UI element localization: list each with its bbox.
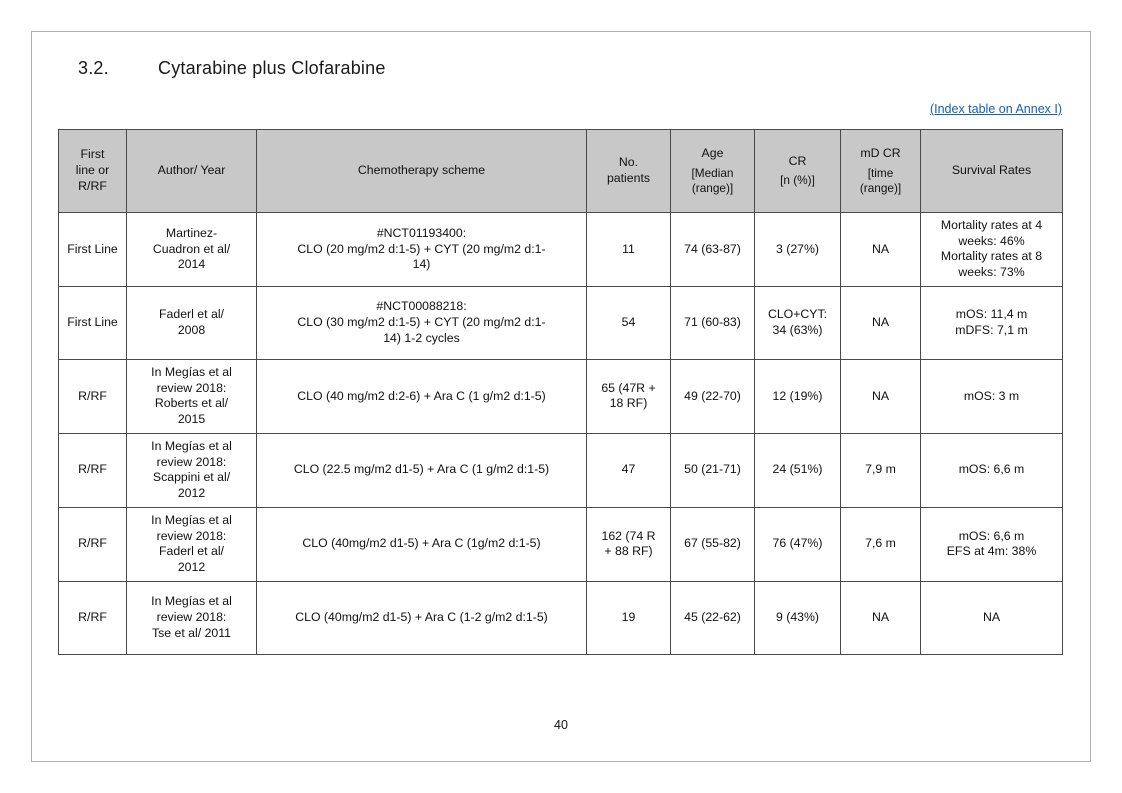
cell-patients: 11 — [587, 213, 671, 287]
cell-scheme: CLO (40 mg/m2 d:2-6) + Ara C (1 g/m2 d:1-5) — [257, 359, 587, 433]
page-title — [78, 58, 386, 79]
cell-survival: mOS: 3 m — [921, 359, 1063, 433]
cell-patients: 162 (74 R + 88 RF) — [587, 507, 671, 581]
cell-age: 49 (22-70) — [671, 359, 755, 433]
section-number: 3.2. — [78, 58, 109, 78]
header-md-cr: mD CR [time (range)] — [841, 130, 921, 213]
cell-survival: NA — [921, 581, 1063, 654]
cell-age: 71 (60-83) — [671, 286, 755, 359]
section-title: Cytarabine plus Clofarabine — [158, 58, 386, 78]
cell-line-type: R/RF — [59, 359, 127, 433]
cell-cr: CLO+CYT: 34 (63%) — [755, 286, 841, 359]
cell-scheme: CLO (40mg/m2 d1-5) + Ara C (1-2 g/m2 d:1-5) — [257, 581, 587, 654]
cell-scheme: CLO (40mg/m2 d1-5) + Ara C (1g/m2 d:1-5) — [257, 507, 587, 581]
chemotherapy-table — [58, 129, 1063, 655]
cell-age: 50 (21-71) — [671, 433, 755, 507]
cell-age: 74 (63-87) — [671, 213, 755, 287]
cell-patients: 19 — [587, 581, 671, 654]
cell-author-year: In Megías et al review 2018: Scappini et al/ 2012 — [127, 433, 257, 507]
cell-line-type: R/RF — [59, 507, 127, 581]
slide-frame — [31, 31, 1091, 762]
cell-survival: mOS: 6,6 m — [921, 433, 1063, 507]
header-line-or-rrf: First line or R/RF — [59, 130, 127, 213]
cell-patients: 65 (47R + 18 RF) — [587, 359, 671, 433]
table-row — [59, 507, 1063, 581]
cell-author-year: Martinez- Cuadron et al/ 2014 — [127, 213, 257, 287]
cell-survival: mOS: 6,6 m EFS at 4m: 38% — [921, 507, 1063, 581]
cell-md-cr: 7,6 m — [841, 507, 921, 581]
header-no-patients: No. patients — [587, 130, 671, 213]
header-survival-rates: Survival Rates — [921, 130, 1063, 213]
cell-cr: 9 (43%) — [755, 581, 841, 654]
cell-line-type: First Line — [59, 286, 127, 359]
table-row — [59, 213, 1063, 287]
header-cr: CR [n (%)] — [755, 130, 841, 213]
cell-line-type: R/RF — [59, 581, 127, 654]
cell-md-cr: NA — [841, 286, 921, 359]
cell-survival: Mortality rates at 4 weeks: 46% Mortality rates at 8 weeks: 73% — [921, 213, 1063, 287]
cell-patients: 54 — [587, 286, 671, 359]
table-row — [59, 359, 1063, 433]
cell-md-cr: NA — [841, 581, 921, 654]
header-chemotherapy-scheme: Chemotherapy scheme — [257, 130, 587, 213]
cell-md-cr: 7,9 m — [841, 433, 921, 507]
cell-age: 45 (22-62) — [671, 581, 755, 654]
cell-survival: mOS: 11,4 m mDFS: 7,1 m — [921, 286, 1063, 359]
table-row — [59, 286, 1063, 359]
cell-line-type: R/RF — [59, 433, 127, 507]
cell-author-year: In Megías et al review 2018: Faderl et al/ 2012 — [127, 507, 257, 581]
table-row — [59, 581, 1063, 654]
table-header-row — [59, 130, 1063, 213]
cell-author-year: Faderl et al/ 2008 — [127, 286, 257, 359]
table-row — [59, 433, 1063, 507]
cell-cr: 3 (27%) — [755, 213, 841, 287]
cell-scheme: CLO (22.5 mg/m2 d1-5) + Ara C (1 g/m2 d:1-5) — [257, 433, 587, 507]
cell-scheme: #NCT00088218: CLO (30 mg/m2 d:1-5) + CYT (20 mg/m2 d:1- 14) 1-2 cycles — [257, 286, 587, 359]
cell-age: 67 (55-82) — [671, 507, 755, 581]
page-number: 40 — [554, 718, 568, 732]
cell-md-cr: NA — [841, 359, 921, 433]
cell-cr: 12 (19%) — [755, 359, 841, 433]
cell-line-type: First Line — [59, 213, 127, 287]
header-age: Age [Median (range)] — [671, 130, 755, 213]
cell-cr: 24 (51%) — [755, 433, 841, 507]
cell-cr: 76 (47%) — [755, 507, 841, 581]
cell-author-year: In Megías et al review 2018: Tse et al/ 2011 — [127, 581, 257, 654]
annex-index-link[interactable]: (Index table on Annex I) — [929, 102, 1062, 116]
cell-patients: 47 — [587, 433, 671, 507]
header-author-year: Author/ Year — [127, 130, 257, 213]
cell-author-year: In Megías et al review 2018: Roberts et al/ 2015 — [127, 359, 257, 433]
cell-scheme: #NCT01193400: CLO (20 mg/m2 d:1-5) + CYT (20 mg/m2 d:1- 14) — [257, 213, 587, 287]
cell-md-cr: NA — [841, 213, 921, 287]
